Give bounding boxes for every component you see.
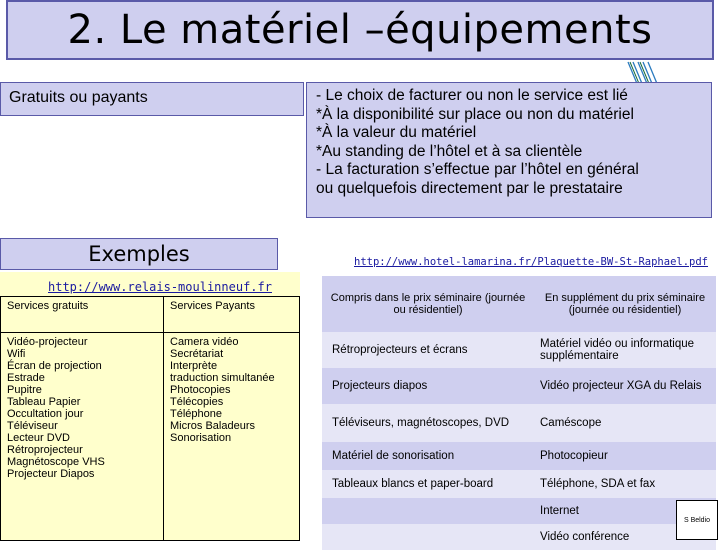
gratuits-list: [1, 333, 164, 541]
relais-table: [322, 276, 716, 550]
list-item: Estrade: [7, 372, 45, 384]
list-item: Tableau Papier: [7, 396, 81, 408]
list-item: Camera vidéo: [170, 336, 239, 348]
signature-box: [676, 500, 718, 540]
relais-moulinneuf-link[interactable]: http://www.relais-moulinneuf.fr: [48, 280, 272, 294]
table-cell: Téléviseurs, magnétoscopes, DVD: [322, 404, 534, 442]
table-cell: Projecteurs diapos: [322, 368, 534, 404]
list-item: Secrétariat: [170, 348, 224, 360]
signature-text: S Beldio: [683, 516, 711, 524]
table-cell: Téléphone, SDA et fax: [534, 470, 716, 498]
list-item: Vidéo-projecteur: [7, 336, 88, 348]
choix-line: *Au standing de l’hôtel et à sa clientèle: [316, 142, 583, 160]
table-cell: Internet: [534, 498, 716, 524]
table-cell: Caméscope: [534, 404, 716, 442]
header-gratuits: Services gratuits: [1, 297, 164, 333]
choix-line: - Le choix de facturer ou non le service est lié: [316, 87, 628, 104]
title-box: [6, 0, 714, 60]
table-cell: Matériel de sonorisation: [322, 442, 534, 470]
exemples-box: [0, 238, 278, 270]
choix-line: - La facturation s’effectue par l’hôtel en général: [316, 161, 639, 178]
table-cell: [322, 498, 534, 524]
list-item: Projecteur Diapos: [7, 468, 95, 480]
list-item: Téléviseur: [7, 420, 58, 432]
table-cell: Vidéo projecteur XGA du Relais: [534, 368, 716, 404]
table-cell: Rétroprojecteurs et écrans: [322, 332, 534, 368]
header-payants: Services Payants: [164, 297, 300, 333]
list-item: Magnétoscope VHS: [7, 456, 105, 468]
list-item: Photocopies: [170, 384, 231, 396]
choix-box: [306, 82, 712, 218]
table-cell: Tableaux blancs et paper-board: [322, 470, 534, 498]
list-item: Téléphone: [170, 408, 222, 420]
gratuits-box: [0, 82, 304, 116]
table-cell: Photocopieur: [534, 442, 716, 470]
choix-line: *À la disponibilité sur place ou non du matériel: [316, 105, 634, 123]
list-item: traduction simultanée: [170, 372, 275, 384]
header-compris: Compris dans le prix séminaire (journée ou résidentiel): [322, 276, 534, 332]
slide-title: 2. Le matériel –équipements: [67, 7, 653, 53]
payants-list: [164, 333, 300, 541]
list-item: Interprète: [170, 360, 218, 372]
list-item: Sonorisation: [170, 432, 232, 444]
list-item: Pupitre: [7, 384, 42, 396]
list-item: Micros Baladeurs: [170, 420, 255, 432]
table-cell: [322, 524, 534, 550]
table-cell: Vidéo conférence: [534, 524, 716, 550]
list-item: Rétroprojecteur: [7, 444, 83, 456]
exemples-label: Exemples: [88, 242, 190, 266]
header-supplement: En supplément du prix séminaire (journée ou résidentiel): [534, 276, 716, 332]
list-item: Wifi: [7, 348, 26, 360]
list-item: Télécopies: [170, 396, 224, 408]
list-item: Écran de projection: [7, 360, 102, 372]
list-item: Occultation jour: [7, 408, 84, 420]
list-item: Lecteur DVD: [7, 432, 70, 444]
services-table: [0, 296, 300, 541]
choix-line: *À la valeur du matériel: [316, 124, 477, 141]
gratuits-label: Gratuits ou payants: [9, 89, 148, 106]
hotel-lamarina-link[interactable]: http://www.hotel-lamarina.fr/Plaquette-BW-St-Raphael.pdf: [354, 256, 709, 268]
choix-line: ou quelquefois directement par le prestataire: [316, 179, 623, 197]
table-cell: Matériel vidéo ou informatique supplémentaire: [534, 332, 716, 368]
